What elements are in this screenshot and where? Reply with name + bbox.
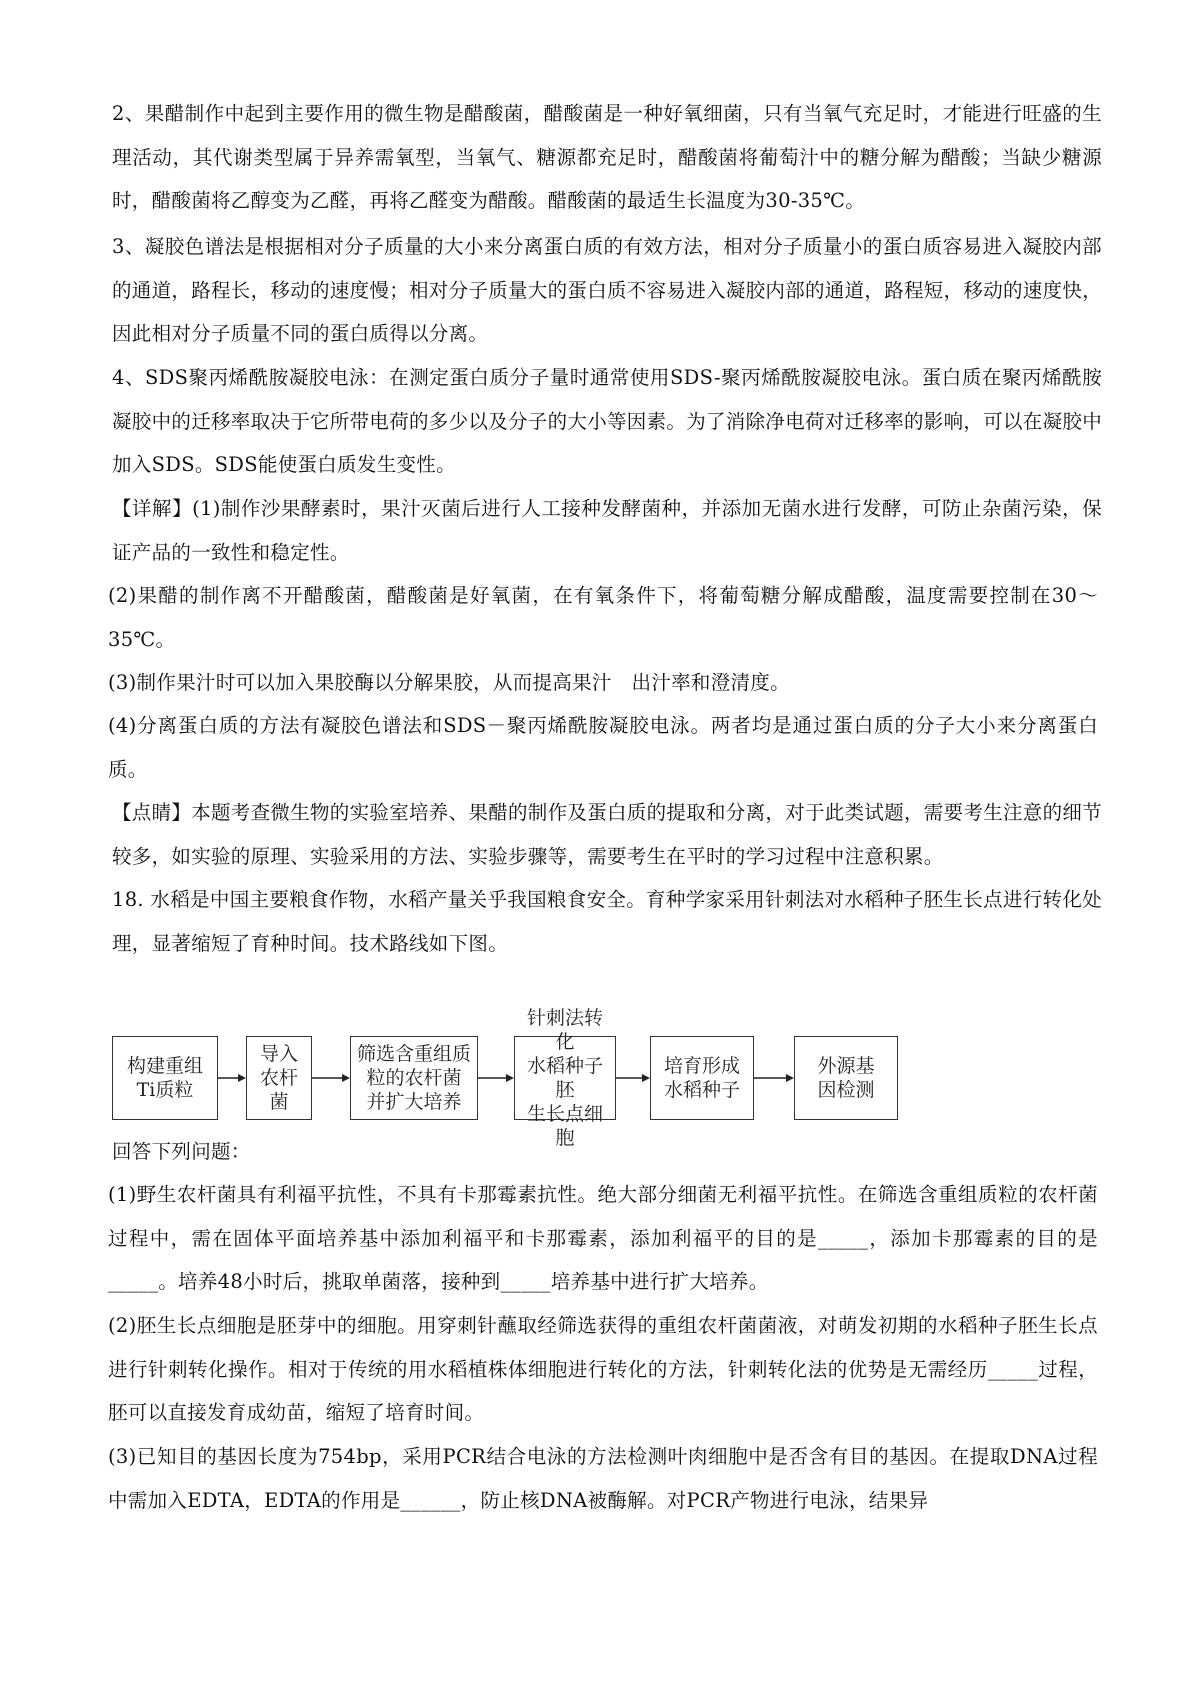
arrow-right-icon [312, 1077, 350, 1079]
flow-step-text: 水稻种子胚 [526, 1055, 603, 1101]
flow-step-gene-detection [794, 1036, 898, 1120]
flow-arrow [754, 1077, 794, 1079]
flow-arrow [478, 1077, 514, 1079]
flow-step-introduce-agrobacterium [246, 1036, 312, 1120]
paragraph-gel-chromatography: 3、凝胶色谱法是根据相对分子质量的大小来分离蛋白质的有效方法，相对分子质量小的蛋白质容易进入凝胶内部的通道，路程长，移动的速度慢；相对分子质量大的蛋白质不容易进入凝胶内部的通道，路程短，移动的速度快，因此相对分子质量不同的蛋白质得以分离。 [112, 235, 1103, 345]
flow-step-text: 因检测 [817, 1079, 875, 1101]
flow-step-screen-agrobacterium [350, 1036, 478, 1120]
question-18-part-1: (1)野生农杆菌具有利福平抗性，不具有卡那霉素抗性。绝大部分细菌无利福平抗性。在筛选含重组质粒的农杆菌过程中，需在固体平面培养基中添加利福平和卡那霉素，添加利福平的目的是_____，添加卡那霉素的目的是_____。培养48小时后，挑取单菌落，接种到_____培养基中进行扩大培养。 [108, 1183, 1098, 1293]
flow-step-text: 培育形成 [663, 1055, 740, 1077]
flow-step-text: 生长点细胞 [526, 1103, 603, 1149]
flow-arrow [616, 1077, 650, 1079]
question-18-stem: 18. 水稻是中国主要粮食作物，水稻产量关乎我国粮食安全。育种学家采用针刺法对水稻种子胚生长点进行转化处理，显著缩短了育种时间。技术路线如下图。 [112, 888, 1102, 955]
paragraph-explanation-4: (4)分离蛋白质的方法有凝胶色谱法和SDS－聚丙烯酰胺凝胶电泳。两者均是通过蛋白质的分子大小来分离蛋白质。 [108, 714, 1098, 781]
flow-step-text: 筛选含重组质 [356, 1043, 471, 1065]
flow-step-construct-plasmid [112, 1036, 218, 1120]
flow-step-needle-transformation [514, 1007, 616, 1149]
technology-route-flowchart [112, 1007, 952, 1149]
paragraph-acetic-acid-bacteria: 2、果醋制作中起到主要作用的微生物是醋酸菌，醋酸菌是一种好氧细菌，只有当氧气充足时，才能进行旺盛的生理活动，其代谢类型属于异养需氧型，当氧气、糖源都充足时，醋酸菌将葡萄汁中的糖分解为醋酸；当缺少糖源时，醋酸菌将乙醇变为乙醛，再将乙醛变为醋酸。醋酸菌的最适生长温度为30-35℃。 [112, 102, 1102, 212]
flow-step-text: 导入 [259, 1043, 298, 1065]
flow-step-text: 粒的农杆菌 [366, 1067, 462, 1089]
arrow-right-icon [754, 1077, 794, 1079]
question-18-part-3: (3)已知目的基因长度为754bp，采用PCR结合电泳的方法检测叶肉细胞中是否含有目的基因。在提取DNA过程中需加入EDTA，EDTA的作用是______，防止核DNA被酶解。对PCR产物进行电泳，结果异 [108, 1445, 1098, 1512]
answer-prompt: 回答下列问题： [112, 1140, 251, 1163]
paragraph-sds-page: 4、SDS聚丙烯酰胺凝胶电泳：在测定蛋白质分子量时通常使用SDS-聚丙烯酰胺凝胶电泳。蛋白质在聚丙烯酰胺凝胶中的迁移率取决于它所带电荷的多少以及分子的大小等因素。为了消除净电荷对迁移率的影响，可以在凝胶中加入SDS。SDS能使蛋白质发生变性。 [112, 366, 1103, 476]
flow-step-text: Ti质粒 [136, 1079, 194, 1101]
flow-step-text: 构建重组 [126, 1055, 203, 1077]
flow-step-text: 水稻种子 [663, 1079, 740, 1101]
flow-arrow [218, 1077, 246, 1079]
flow-step-text: 农杆菌 [259, 1067, 298, 1113]
flow-step-grow-seeds [650, 1036, 754, 1120]
paragraph-explanation-2: (2)果醋的制作离不开醋酸菌，醋酸菌是好氧菌，在有氧条件下，将葡萄糖分解成醋酸，温度需要控制在30～35℃。 [108, 584, 1098, 651]
question-18-part-2: (2)胚生长点细胞是胚芽中的细胞。用穿刺针蘸取经筛选获得的重组农杆菌菌液，对萌发初期的水稻种子胚生长点进行针刺转化操作。相对于传统的用水稻植株体细胞进行转化的方法，针刺转化法的优势是无需经历_____过程，胚可以直接发育成幼苗，缩短了培育时间。 [108, 1314, 1098, 1424]
flow-step-text: 并扩大培养 [366, 1091, 462, 1113]
flow-step-text: 外源基 [817, 1055, 875, 1077]
arrow-right-icon [218, 1077, 246, 1079]
paragraph-comment: 【点睛】本题考查微生物的实验室培养、果醋的制作及蛋白质的提取和分离，对于此类试题，需要考生注意的细节较多，如实验的原理、实验采用的方法、实验步骤等，需要考生在平时的学习过程中注意积累。 [112, 801, 1103, 868]
arrow-right-icon [616, 1077, 650, 1079]
arrow-right-icon [478, 1077, 514, 1079]
paragraph-explanation-3: (3)制作果汁时可以加入果胶酶以分解果胶，从而提高果汁 出汁率和澄清度。 [108, 671, 790, 694]
flow-step-text: 针刺法转化 [526, 1007, 603, 1053]
paragraph-explanation-1: 【详解】(1)制作沙果酵素时，果汁灭菌后进行人工接种发酵菌种，并添加无菌水进行发酵，可防止杂菌污染，保证产品的一致性和稳定性。 [112, 497, 1102, 564]
flow-arrow [312, 1077, 350, 1079]
